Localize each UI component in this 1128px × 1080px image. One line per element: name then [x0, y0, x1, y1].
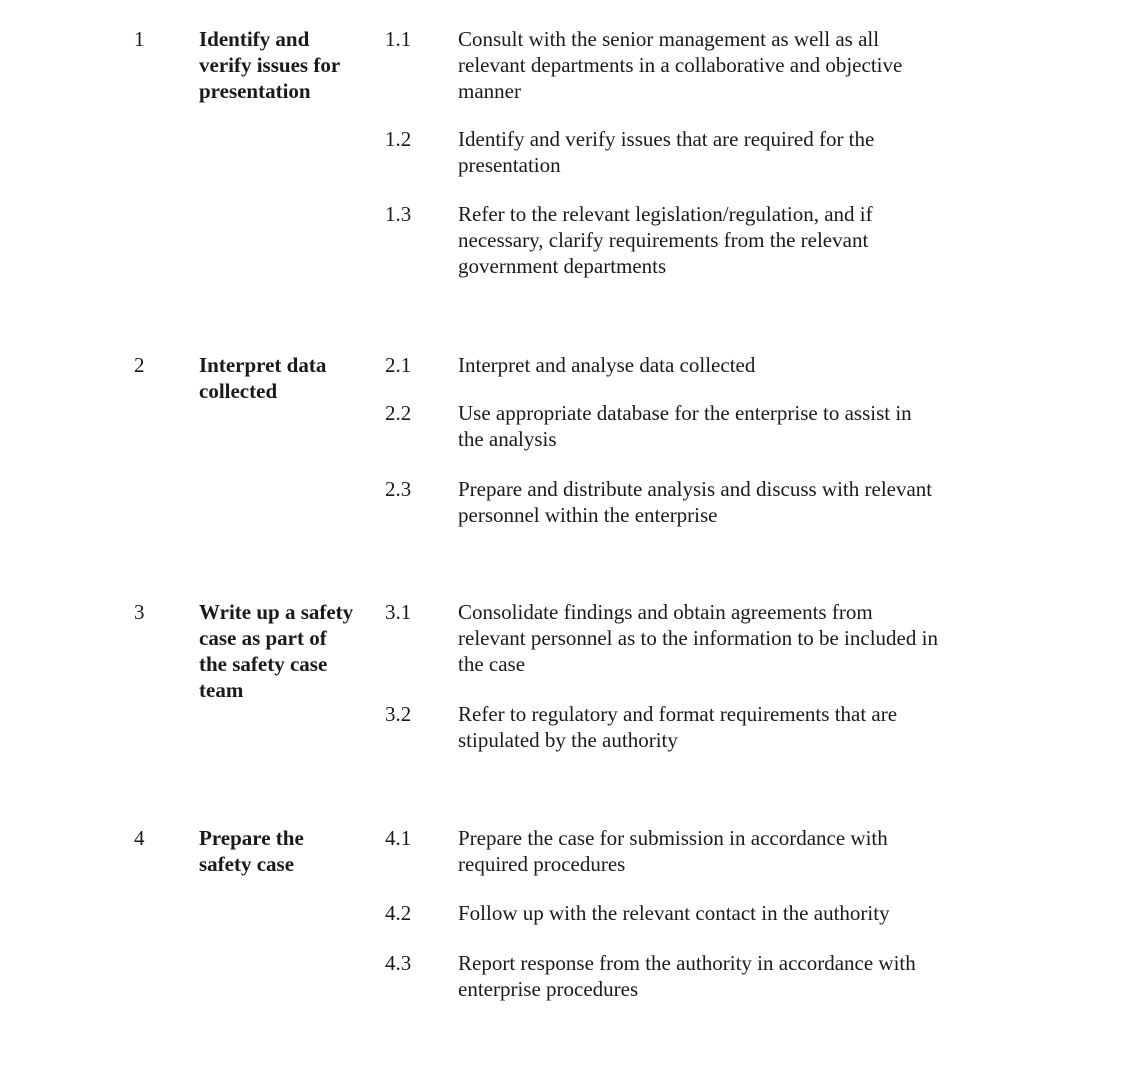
criterion-line: Identify and verify issues that are required for the [458, 127, 875, 151]
criterion-line: Follow up with the relevant contact in the authority [458, 901, 890, 925]
element-title-line: collected [199, 379, 278, 403]
criterion-text [458, 126, 998, 178]
criterion-line: Prepare and distribute analysis and discuss with relevant [458, 477, 933, 501]
criterion-line: Use appropriate database for the enterprise to assist in [458, 401, 912, 425]
element-title-line: Interpret data [199, 353, 327, 377]
element-title-line: Identify and [199, 27, 310, 51]
criterion-line: Consolidate findings and obtain agreements from [458, 600, 873, 624]
criterion-number: 3.2 [385, 702, 412, 726]
element-title [199, 352, 389, 404]
element-title-line: case as part of [199, 626, 327, 650]
criterion-line: Refer to the relevant legislation/regulation, and if [458, 202, 873, 226]
criterion-number: 2.3 [385, 477, 412, 501]
criterion-line: government departments [458, 254, 667, 278]
criterion-line: Consult with the senior management as well as all [458, 27, 880, 51]
criterion-line: Refer to regulatory and format requirements that are [458, 702, 898, 726]
criterion-number: 4.1 [385, 826, 412, 850]
criterion-number: 3.1 [385, 600, 412, 624]
criterion-number: 2.2 [385, 401, 412, 425]
criterion-line: personnel within the enterprise [458, 503, 718, 527]
criterion-line: relevant departments in a collaborative and objective [458, 53, 903, 77]
element-number: 2 [134, 353, 145, 377]
criterion-line: Report response from the authority in accordance with [458, 951, 916, 975]
criterion-line: the analysis [458, 427, 557, 451]
element-title-line: Prepare the [199, 826, 304, 850]
criterion-text [458, 701, 998, 753]
criterion-number: 1.3 [385, 202, 412, 226]
criterion-text [458, 201, 998, 279]
criterion-text [458, 825, 998, 877]
criterion-line: manner [458, 79, 521, 103]
criterion-line: necessary, clarify requirements from the relevant [458, 228, 869, 252]
criterion-text [458, 476, 998, 528]
element-title-line: team [199, 678, 244, 702]
criterion-number: 2.1 [385, 353, 412, 377]
criterion-line: enterprise procedures [458, 977, 639, 1001]
criterion-line: presentation [458, 153, 561, 177]
criterion-line: Interpret and analyse data collected [458, 353, 756, 377]
element-title [199, 26, 389, 104]
element-number: 1 [134, 27, 145, 51]
element-title-line: verify issues for [199, 53, 341, 77]
criterion-line: Prepare the case for submission in accordance with [458, 826, 888, 850]
criterion-text [458, 400, 998, 452]
element-number: 4 [134, 826, 145, 850]
element-title-line: safety case [199, 852, 295, 876]
element-title-line: Write up a safety [199, 600, 354, 624]
criterion-line: the case [458, 652, 526, 676]
criterion-line: relevant personnel as to the information to be included in [458, 626, 938, 650]
element-title [199, 825, 389, 877]
criterion-text [458, 950, 998, 1002]
element-number: 3 [134, 600, 145, 624]
criterion-text [458, 900, 998, 926]
element-title-line: the safety case [199, 652, 328, 676]
criterion-line: stipulated by the authority [458, 728, 678, 752]
element-title-line: presentation [199, 79, 311, 103]
criterion-text [458, 352, 998, 378]
criterion-number: 4.3 [385, 951, 412, 975]
criterion-number: 1.2 [385, 127, 412, 151]
criterion-text [458, 599, 998, 677]
criterion-line: required procedures [458, 852, 626, 876]
criterion-number: 1.1 [385, 27, 412, 51]
criterion-text [458, 26, 998, 104]
element-title [199, 599, 389, 703]
criterion-number: 4.2 [385, 901, 412, 925]
